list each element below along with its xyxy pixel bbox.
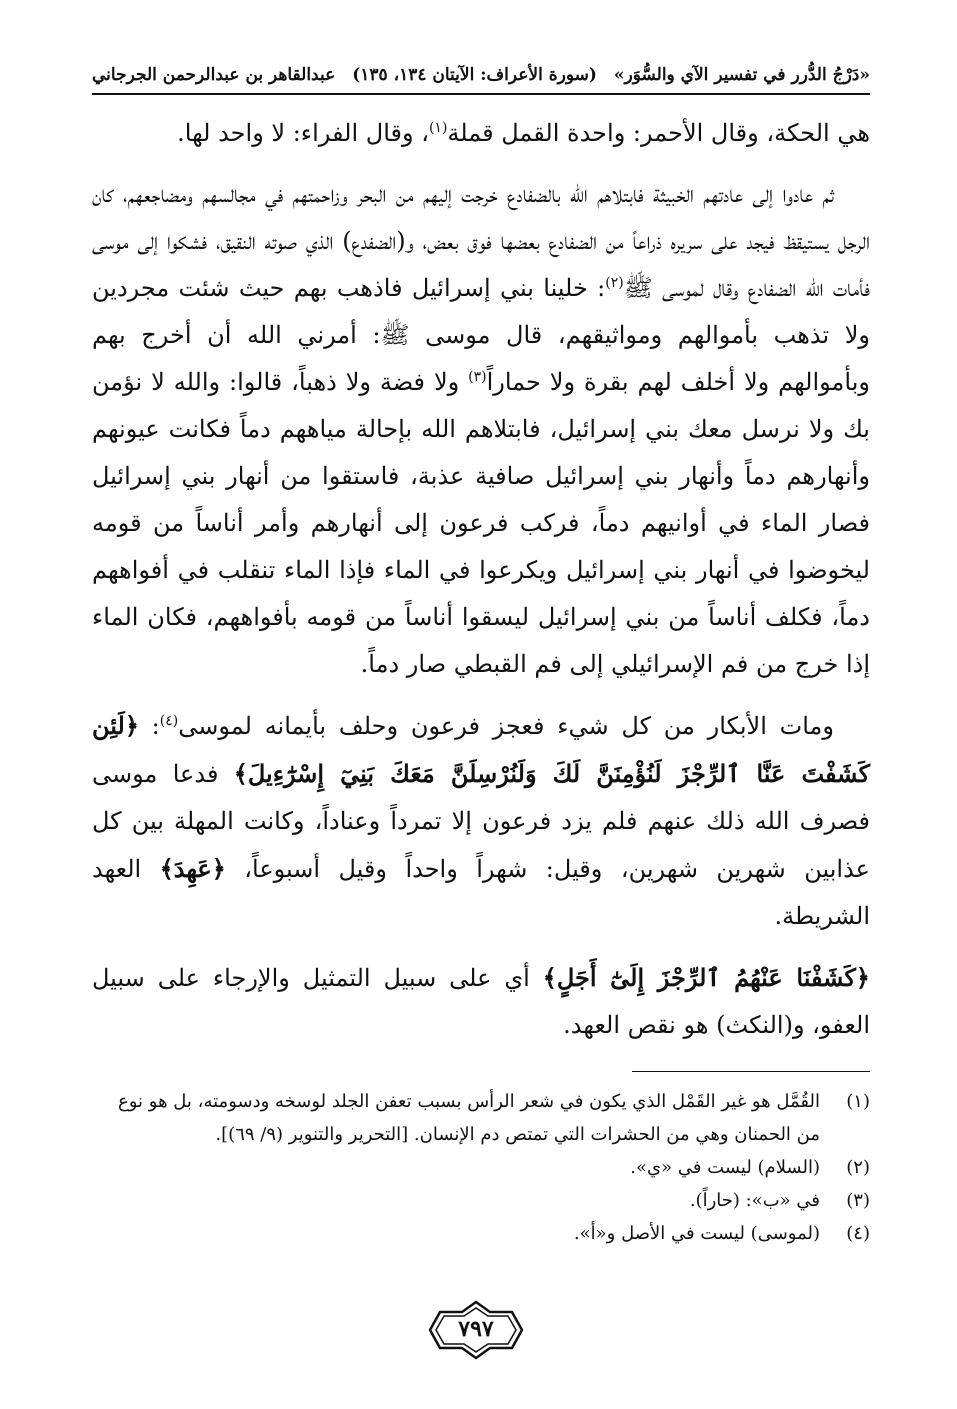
quran-verse: ﴿لَئِن كَشَفْتَ عَنَّا ٱلرِّجْزَ لَنُؤْمِنَنَّ لَكَ وَلَنُرْسِلَنَّ مَعَكَ بَنِيٓ إِسْرَٰٓءِيلَ﴾ — [92, 711, 870, 788]
footnote: (١) القُمَّل هو غير القَمْل الذي يكون في شعر الرأس بسبب تعفن الجلد لوسخه ودسومته، بل هو نوع من الحمنان وهي من الحشرات التي تمتص دم الإنسان. [التحرير والتنوير (٩/ ٦٩)]. — [118, 1091, 870, 1145]
page-number: ٧٩٧ — [458, 1316, 494, 1342]
surah-reference: (سورة الأعراف: الآيتان ١٣٤، ١٣٥) — [352, 65, 597, 85]
footnote: (٣) في «ب»: (حاراً). — [689, 1190, 870, 1211]
main-text — [92, 110, 870, 1063]
header-rule — [92, 93, 870, 95]
paragraph: ومات الأبكار من كل شيء فعجز فرعون وحلف بأيمانه لموسى$^{(٤)}$: ﴿لَئِن كَشَفْتَ عَنَّا ٱلرِّجْزَ لَنُؤْمِنَنَّ لَكَ وَلَنُرْسِلَنَّ مَعَكَ بَنِيٓ إِسْرَٰٓءِيلَ﴾ فدعا موسى فصرف الله ذلك عنهم فلم يزد فرعون إلا تمرداً وعناداً، وكانت المهلة بين كل عذابين شهرين شهرين، وقيل: شهراً واحداً وقيل أسبوعاً، ﴿عَهِدَ﴾ العهد الشريطة. — [92, 711, 870, 930]
quran-word: ﴿عَهِدَ﴾ — [159, 854, 226, 883]
footnote-ref: (٢) — [605, 275, 624, 291]
author-name: عبدالقاهر بن عبدالرحمن الجرجاني — [92, 65, 336, 85]
quran-verse: ﴿كَشَفْنَا عَنْهُمُ ٱلرِّجْزَ إِلَىٰٓ أَجَلٍ﴾ — [542, 963, 870, 992]
footnote: (٤) (لموسى) ليست في الأصل و«أ». — [573, 1223, 870, 1244]
book-title: «دَرْجُ الدُّرر في تفسير الآي والسُّوَر» — [613, 65, 870, 85]
footnote-rule — [632, 1071, 870, 1072]
paragraph: هي الحكة، وقال الأحمر: واحدة القمل قملة$^{(١)}$، وقال الفراء: لا واحد لها. — [177, 119, 870, 147]
paragraph: ثم عادوا إلى عادتهم الخبيثة فابتلاهم الله بالضفادع خرجت إليهم من البحر وزاحمتهم في مجالسهم ومضاجعهم، كان الرجل يستيقظ فيجد على سريره ذراعاً من الضفادع بعضها فوق بعض، و(الضفدع) الذي صوته النقيق، فشكوا إلى موسى فأمات الله الضفادع وقال لموسى ﷺ$^{(٢)}$: خلينا بني إسرائيل فاذهب بهم حيث شئت مجردين ولا تذهب بأموالهم ومواثيقهم، قال موسى ﷺ: أمرني الله أن أخرج بهم وبأموالهم ولا أخلف لهم بقرة ولا حماراً$^{(٣)}$ ولا فضة ولا ذهباً، قالوا: والله لا نؤمن بك ولا نرسل معك بني إسرائيل، فابتلاهم الله بإحالة مياههم دماً فكانت عيونهم وأنهارهم دماً وأنهار بني إسرائيل صافية عذبة، فاستقوا من أنهار بني إسرائيل فصار الماء في أوانيهم دماً، فركب فرعون إلى أنهارهم وأمر أناساً من قومه ليخوضوا في أنهار بني إسرائيل ويكرعوا في الماء فإذا الماء تنقلب في أفواههم دماً، فكلف أناساً من بني إسرائيل ليسقوا أناساً من قومه بأفواههم، فكان الماء إذا خرج من فم الإسرائيلي إلى فم القبطي صار دماً. — [92, 180, 871, 678]
footnote: (٢) (السلام) ليست في «ي». — [630, 1157, 870, 1178]
footnotes — [92, 1085, 870, 1250]
footnote-ref: (٣) — [468, 369, 487, 385]
running-header — [92, 58, 870, 92]
footnote-ref: (١) — [428, 120, 448, 136]
footnote-ref: (٤) — [159, 713, 179, 729]
page-number-ornament — [428, 1300, 524, 1360]
paragraph: ﴿كَشَفْنَا عَنْهُمُ ٱلرِّجْزَ إِلَىٰٓ أَجَلٍ﴾ أي على سبيل التمثيل والإرجاء على سبيل العفو، و(النكث) هو نقص العهد. — [92, 963, 870, 1039]
